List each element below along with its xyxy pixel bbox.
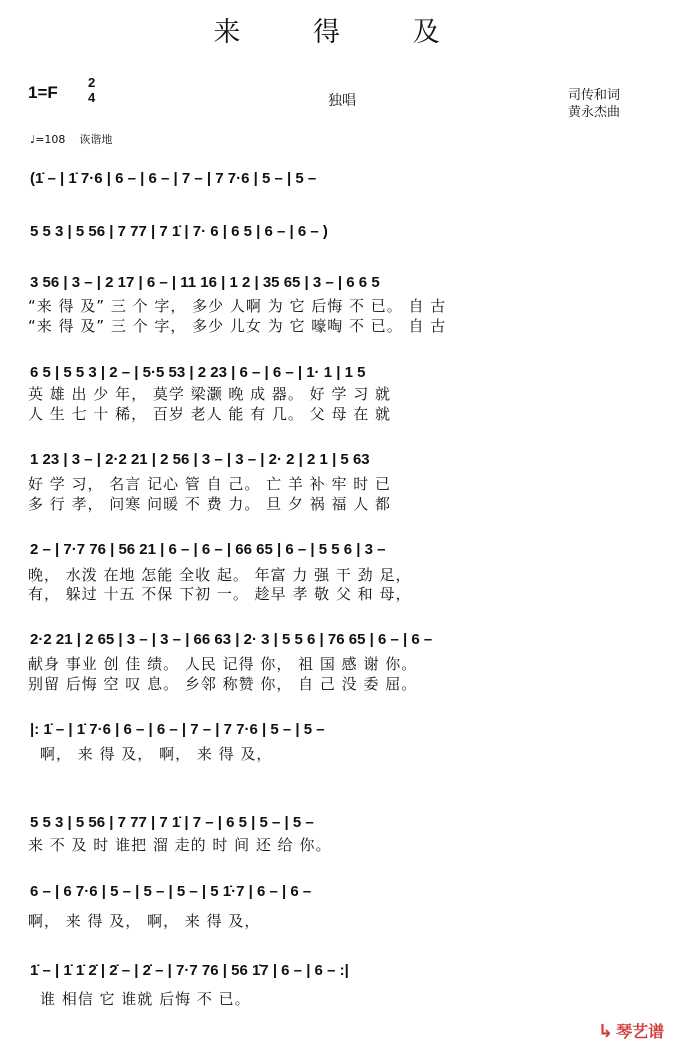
- notation-row-1: (1̇ – | 1̇ 7·6 | 6 – | 6 – | 7 – | 7 7·6 | 5 – | 5 –: [30, 170, 317, 187]
- song-title: 来 得 及: [213, 17, 472, 48]
- tempo-value: ♩=108: [30, 133, 66, 146]
- time-signature-top: 2: [88, 75, 96, 90]
- lyrics-row-4-verse-1: 英 雄 出 少 年， 莫学 梁灏 晚 成 器。 好 学 习 就: [28, 385, 391, 403]
- notation-row-4: 6 5 | 5 5 3 | 2 – | 5·5 53 | 2 23 | 6 – | 6 – | 1· 1 | 1 5: [30, 364, 366, 381]
- notation-row-11: 1̇ – | 1̇ 1̇ 2̇ | 2̇ – | 2̇ – | 7·7 76 | 56 1̇7 | 6 – | 6 – :|: [30, 962, 349, 979]
- composer-credit: 黄永杰曲: [568, 105, 621, 120]
- lyrics-row-8: 啊， 来 得 及， 啊， 来 得 及，: [40, 745, 273, 763]
- lyrics-row-5-verse-2: 多 行 孝， 问寒 问暖 不 费 力。 旦 夕 祸 福 人 都: [28, 495, 391, 513]
- time-signature-bottom: 4: [88, 90, 96, 105]
- notation-row-2: 5 5 3 | 5 56 | 7 77 | 7 1̇ | 7· 6 | 6 5 | 6 – | 6 – ): [30, 223, 328, 240]
- lyrics-row-9: 来 不 及 时 谁把 溜 走的 时 间 还 给 你。: [28, 836, 332, 854]
- time-signature: [88, 75, 95, 105]
- watermark-icon: ↳: [598, 1021, 614, 1042]
- notation-row-7: 2·2 21 | 2 65 | 3 – | 3 – | 66 63 | 2· 3 | 5 5 6 | 76 65 | 6 – | 6 –: [30, 631, 433, 648]
- lyrics-row-3-verse-2: “来 得 及” 三 个 字， 多少 儿女 为 它 嚎啕 不 已。 自 古: [28, 317, 447, 335]
- lyrics-row-10: 啊， 来 得 及， 啊， 来 得 及，: [28, 912, 261, 930]
- lyrics-row-6-verse-1: 晚， 水泼 在地 怎能 全收 起。 年富 力 强 干 劲 足，: [28, 566, 412, 584]
- notation-row-8: |: 1̇ – | 1̇ 7·6 | 6 – | 6 – | 7 – | 7 7·6 | 5 – | 5 –: [30, 721, 325, 738]
- lyrics-row-4-verse-2: 人 生 七 十 稀， 百岁 老人 能 有 几。 父 母 在 就: [28, 405, 391, 423]
- lyrics-row-7-verse-1: 献身 事业 创 佳 绩。 人民 记得 你， 祖 国 感 谢 你。: [28, 655, 418, 673]
- lyrics-row-5-verse-1: 好 学 习， 名言 记心 管 自 己。 亡 羊 补 牢 时 已: [28, 475, 391, 493]
- performance-type: 独唱: [328, 93, 356, 109]
- notation-row-3: 3 56 | 3 – | 2 17 | 6 – | 11 16 | 1 2 | 35 65 | 3 – | 6 6 5: [30, 274, 380, 291]
- tempo-expression: 诙谐地: [79, 133, 113, 146]
- lyrics-row-6-verse-2: 有， 躲过 十五 不保 下初 一。 趁早 孝 敬 父 和 母，: [28, 585, 412, 603]
- lyrics-row-3-verse-1: “来 得 及” 三 个 字， 多少 人啊 为 它 后悔 不 已。 自 古: [28, 297, 447, 315]
- tempo-marking: [30, 131, 112, 147]
- notation-row-6: 2 – | 7·7 76 | 56 21 | 6 – | 6 – | 66 65 | 6 – | 5 5 6 | 3 –: [30, 541, 386, 558]
- watermark-text: 琴艺谱: [616, 1022, 665, 1041]
- watermark-logo: [598, 1019, 664, 1042]
- notation-row-9: 5 5 3 | 5 56 | 7 77 | 7 1̇ | 7 – | 6 5 | 5 – | 5 –: [30, 814, 314, 831]
- notation-row-10: 6 – | 6 7·6 | 5 – | 5 – | 5 – | 5 1̇·7 | 6 – | 6 –: [30, 883, 312, 900]
- notation-row-5: 1 23 | 3 – | 2·2 21 | 2 56 | 3 – | 3 – | 2· 2 | 2 1 | 5 63: [30, 451, 370, 468]
- lyrics-row-11: 谁 相信 它 谁就 后悔 不 已。: [40, 990, 251, 1008]
- lyricist-credit: 司传和词: [568, 88, 621, 103]
- lyrics-row-7-verse-2: 别留 后悔 空 叹 息。 乡邻 称赞 你， 自 己 没 委 屈。: [28, 675, 418, 693]
- key-signature: 1=F: [28, 83, 58, 102]
